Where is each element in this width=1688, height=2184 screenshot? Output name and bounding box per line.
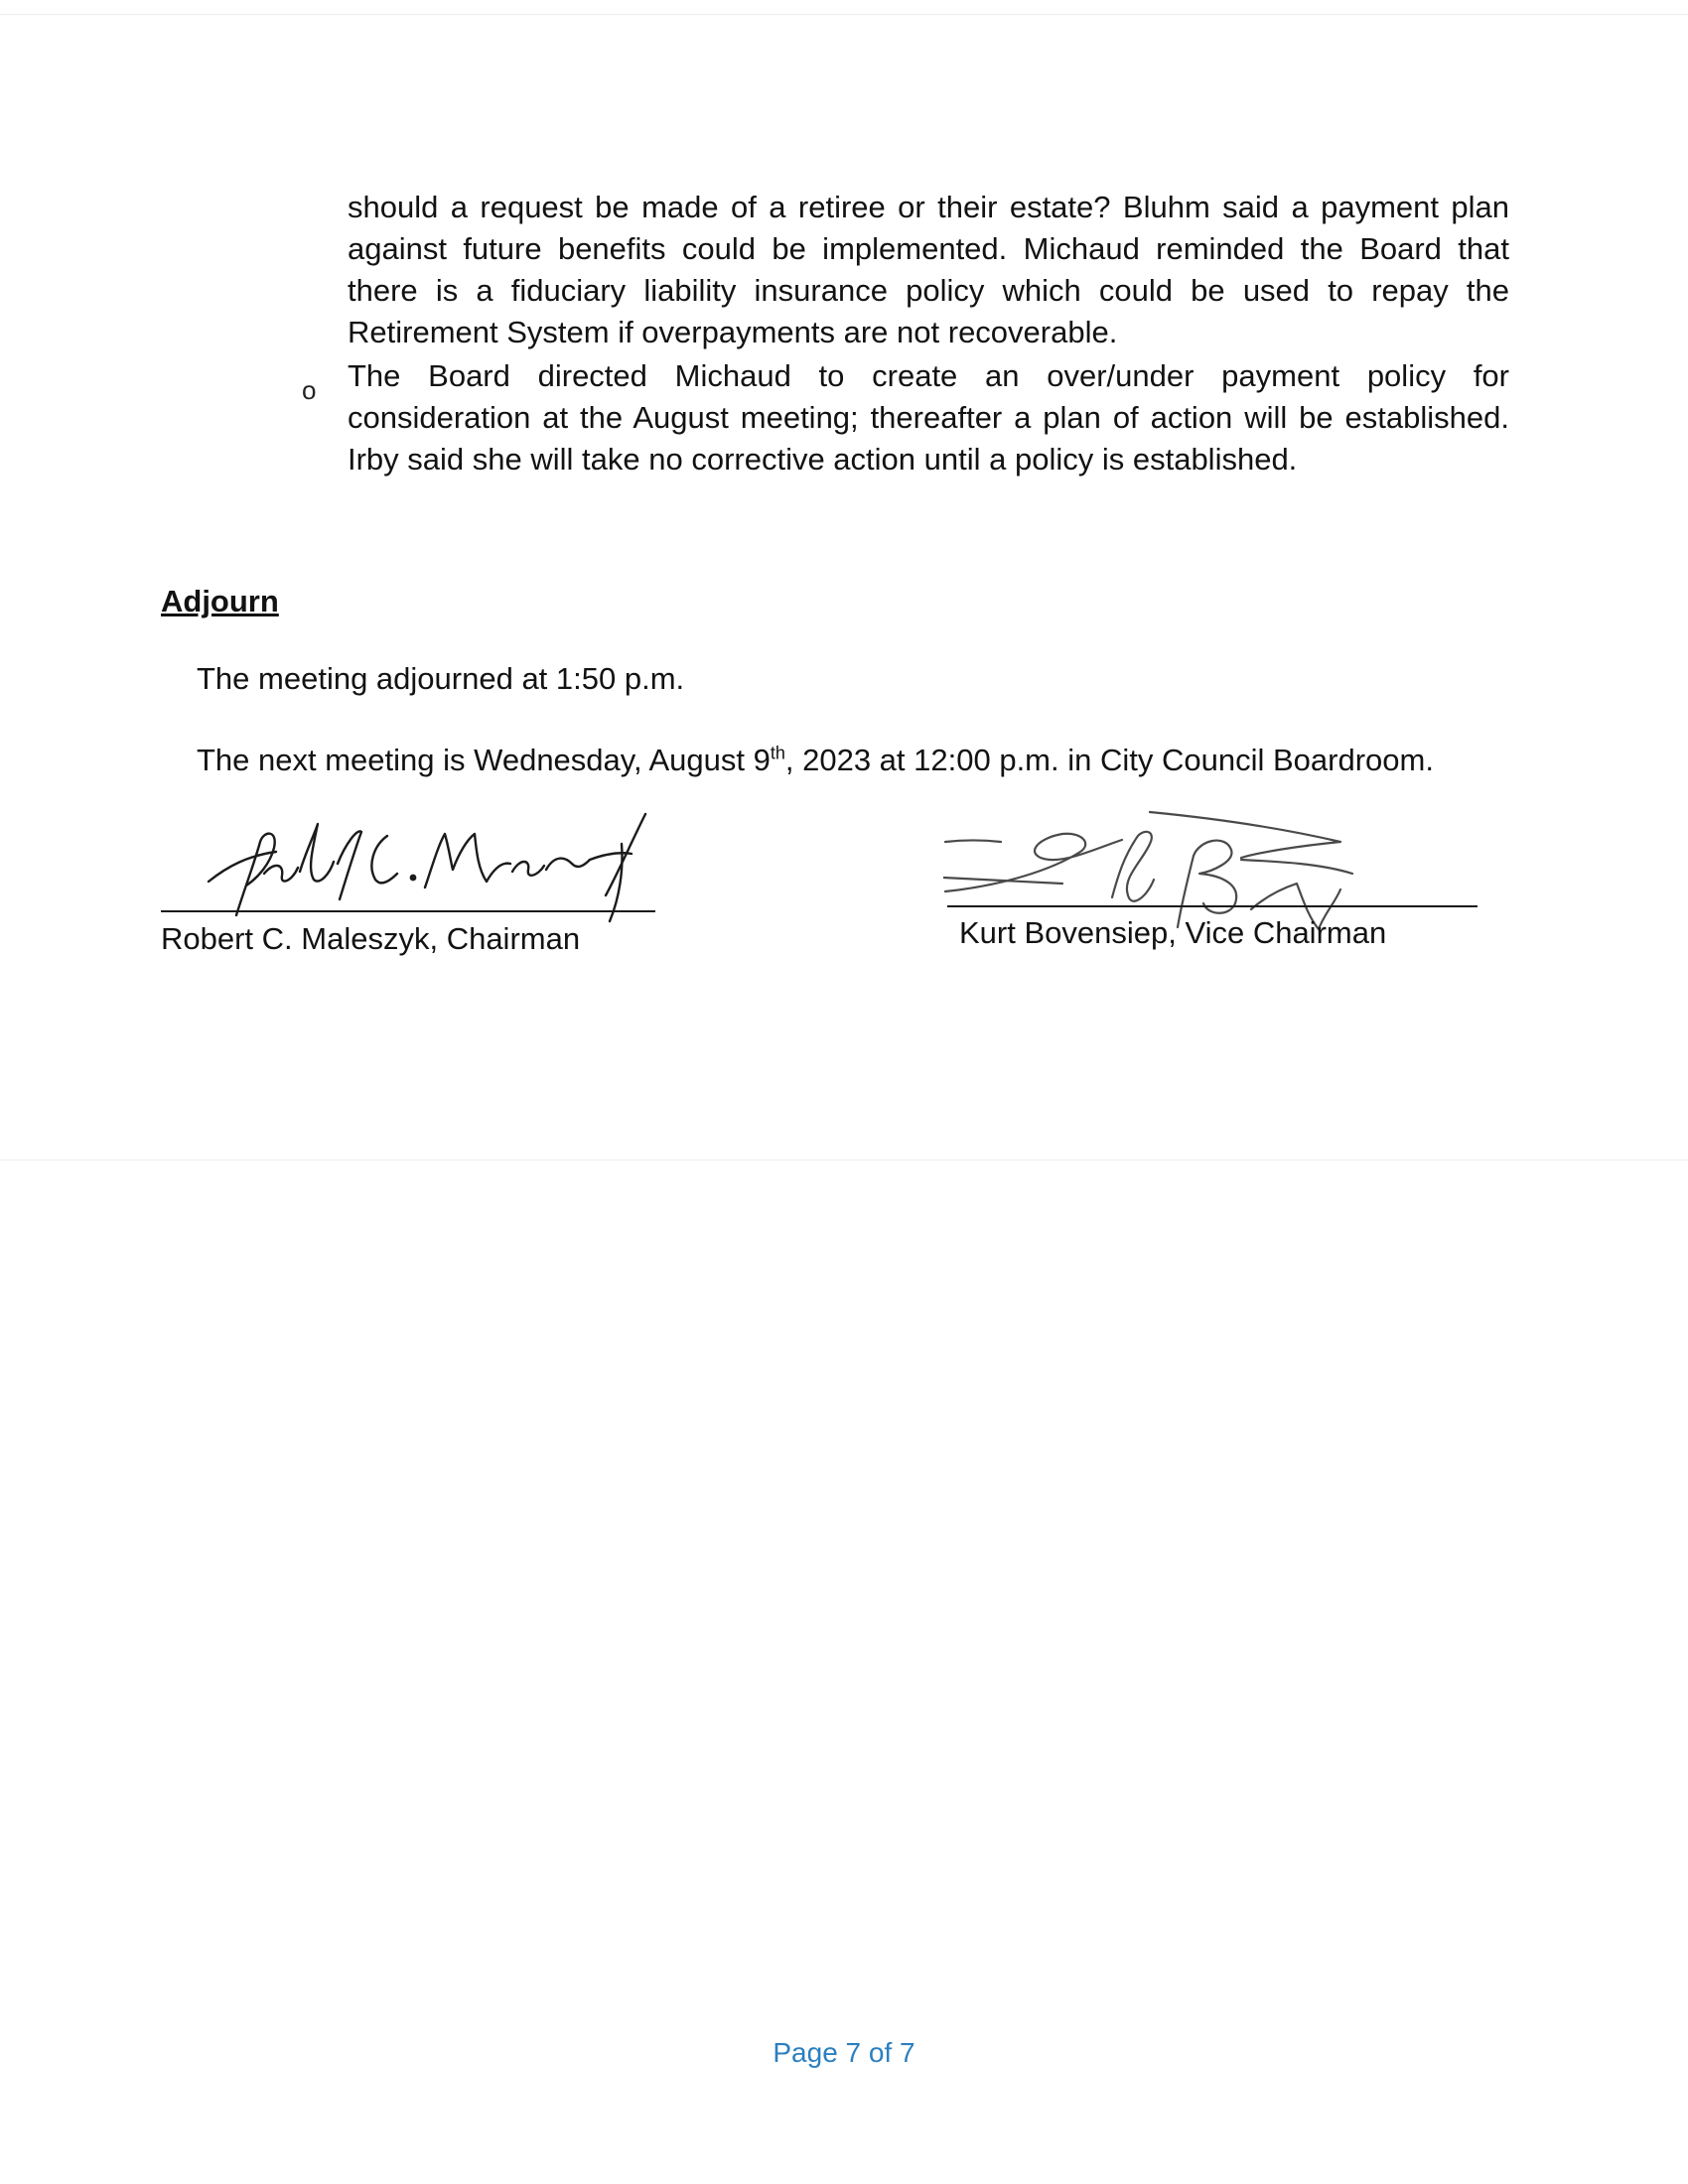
bullet-marker: o (302, 375, 317, 405)
signature-line-chairman (161, 910, 655, 912)
next-meeting-text (197, 743, 1434, 778)
signature-maleszyk (189, 804, 675, 923)
chairman-name: Robert C. Maleszyk, Chairman (161, 921, 581, 956)
scan-top-edge (0, 14, 1688, 15)
continued-paragraph: should a request be made of a retiree or their estate? Bluhm said a payment plan against future benefits could be implemented. Michaud reminded the Board that there is a fiduciary liability insurance policy which could be used to repay the Retirement System if overpayments are not recoverable. (348, 190, 1509, 349)
signature-line-vice-chairman (947, 905, 1477, 907)
next-meeting-prefix: The next meeting is Wednesday, August 9 (197, 743, 771, 777)
vice-chairman-name: Kurt Bovensiep, Vice Chairman (959, 915, 1387, 950)
page-number-footer: Page 7 of 7 (773, 2037, 915, 2068)
next-meeting-superscript: th (770, 743, 785, 763)
adjourn-heading: Adjourn (161, 584, 279, 618)
next-meeting-suffix: , 2023 at 12:00 p.m. in City Council Boardroom. (784, 743, 1434, 777)
adjourn-text: The meeting adjourned at 1:50 p.m. (197, 661, 685, 696)
bullet-paragraph: The Board directed Michaud to create an over/under payment policy for consideration at the August meeting; thereafter a plan of action will be established. Irby said she will take no corrective action until a policy is established. (348, 358, 1509, 477)
